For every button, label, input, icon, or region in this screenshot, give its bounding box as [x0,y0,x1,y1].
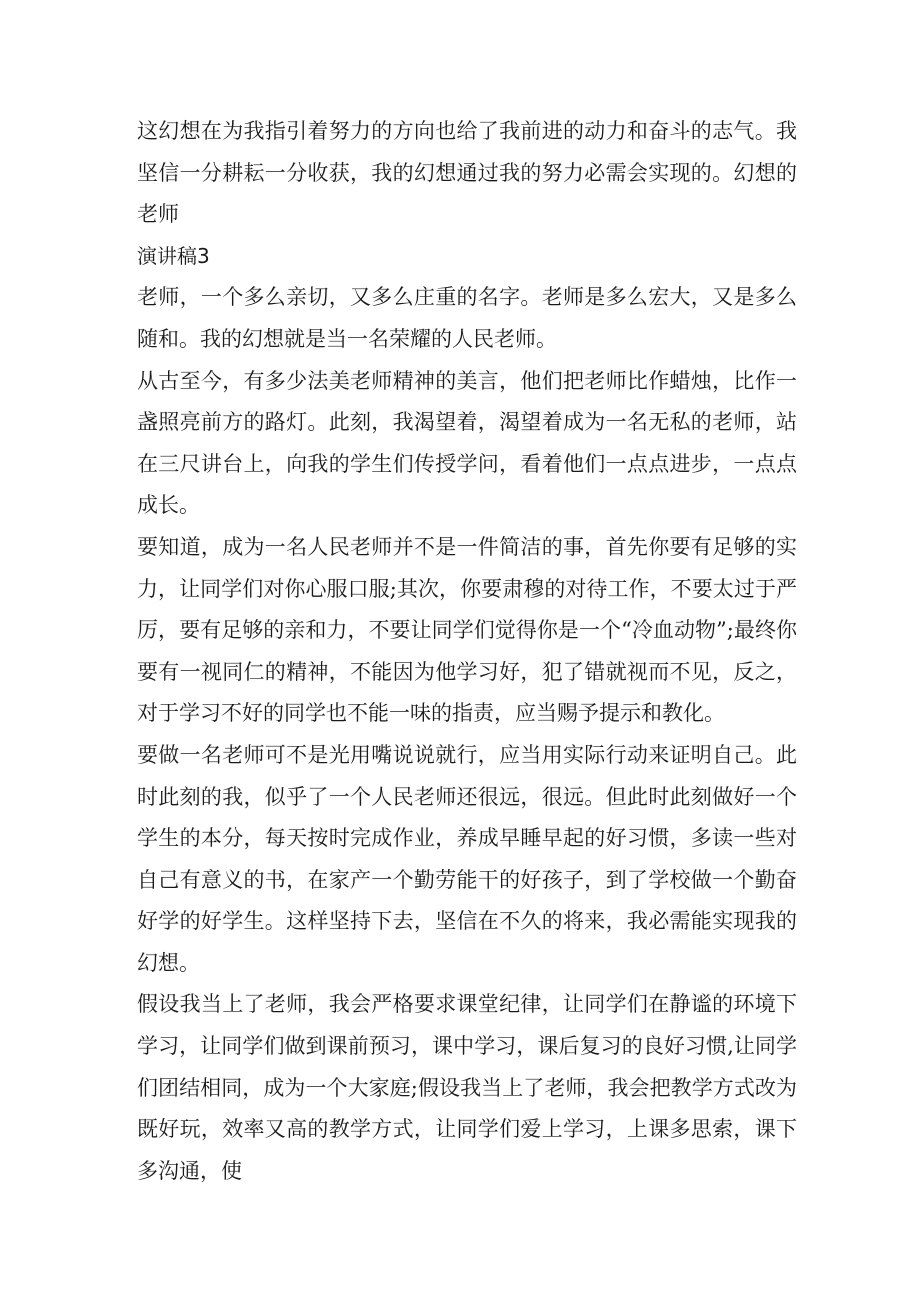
paragraph: 假设我当上了老师，我会严格要求课堂纪律，让同学们在静谧的环境下学习，让同学们做到课前预习，课中学习，课后复习的良好习惯,让同学们团结相同，成为一个大家庭;假设我当上了老师，我会把教学方式改为既好玩，效率又高的教学方式，让同学们爱上学习，上课多思索，课下多沟通，使 [137,992,797,1183]
paragraph: 要做一名老师可不是光用嘴说说就行，应当用实际行动来证明自己。此时此刻的我，似乎了一个人民老师还很远，很远。但此时此刻做好一个学生的本分，每天按时完成作业，养成早睡早起的好习惯，多读一些对自己有意义的书，在家产一个勤劳能干的好孩子，到了学校做一个勤奋好学的好学生。这样坚持下去，坚信在不久的将来，我必需能实现我的幻想。 [137,742,797,975]
paragraph: 从古至今，有多少法美老师精神的美言，他们把老师比作蜡烛，比作一盏照亮前方的路灯。此刻，我渴望着，渴望着成为一名无私的老师，站在三尺讲台上，向我的学生们传授学问，看着他们一点点进步，一点点成长。 [137,368,797,518]
paragraph-intro: 这幻想在为我指引着努力的方向也给了我前进的动力和奋斗的志气。我坚信一分耕耘一分收获，我的幻想通过我的努力必需会实现的。幻想的老师 [137,119,797,227]
section-heading: 演讲稿3 [137,243,210,268]
paragraph: 要知道，成为一名人民老师并不是一件简洁的事，首先你要有足够的实力，让同学们对你心服口服;其次，你要肃穆的对待工作，不要太过于严厉，要有足够的亲和力，不要让同学们觉得你是一个“冷血动物”;最终你要有一视同仁的精神，不能因为他学习好，犯了错就视而不见，反之，对于学习不好的同学也不能一味的指责，应当赐予提示和教化。 [137,534,797,726]
paragraph: 老师，一个多么亲切，又多么庄重的名字。老师是多么宏大，又是多么随和。我的幻想就是当一名荣耀的人民老师。 [137,285,797,351]
document-body [137,111,797,1192]
